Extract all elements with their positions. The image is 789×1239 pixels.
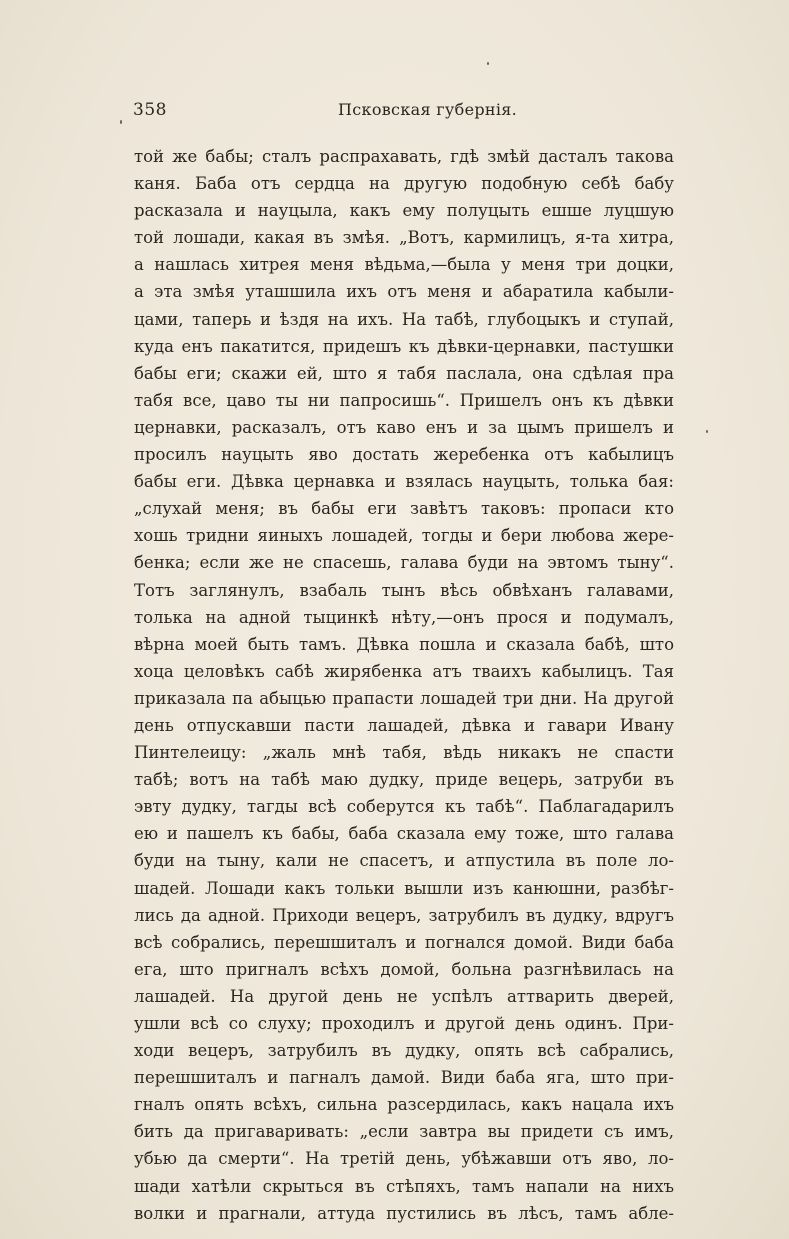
text-line: лись да адной. Приходи вецеръ, затрубилъ въ дудку, вдругъ <box>134 905 674 925</box>
text-line: а эта змѣя уташшила ихъ отъ меня и абаратила кабыли- <box>134 282 674 302</box>
text-line: куда енъ пакатится, придешъ къ дѣвки-цернавки, пастушки <box>134 336 674 356</box>
paper-speck <box>706 430 708 433</box>
text-line: бабы еги; скажи ей, што я табя паслала, она сдѣлая пра <box>134 363 674 383</box>
text-line: толька на адной тыцинкѣ нѣту,—онъ прося и подумалъ, <box>134 607 674 627</box>
text-line: „слухай меня; въ бабы еги завѣтъ таковъ: пропаси кто <box>134 499 674 519</box>
text-line: бенка; если же не спасешь, галава буди на эвтомъ тыну“. <box>134 553 674 573</box>
text-line: Пинтелеицу: „жаль мнѣ табя, вѣдь никакъ не спасти <box>134 743 674 763</box>
text-line: вѣрна моей быть тамъ. Дѣвка пошла и сказала бабѣ, што <box>134 634 674 654</box>
text-line: всѣ собрались, перешшиталъ и погнался домой. Види баба <box>134 932 674 952</box>
paper-speck <box>120 120 122 124</box>
text-line: цернавки, расказалъ, отъ каво енъ и за цымъ пришелъ и <box>134 417 674 437</box>
text-line: ушли всѣ со слуху; проходилъ и другой день одинъ. При- <box>134 1014 674 1033</box>
text-line: той же бабы; сталъ распрахавать, гдѣ змѣй дасталъ такова <box>134 147 674 166</box>
text-line: той лошади, какая въ змѣя. „Вотъ, кармилицъ, я-та хитра, <box>134 228 674 248</box>
text-line: убью да смерти“. На третій день, убѣжавши отъ яво, ло- <box>134 1149 674 1169</box>
text-line: волки и прагнали, аттуда пустились въ лѣсъ, тамъ абле- <box>134 1203 674 1223</box>
text-line: день отпускавши пасти лашадей, дѣвка и гавари Ивану <box>134 715 674 735</box>
text-line: цами, таперь и ѣздя на ихъ. На табѣ, глубоцыкъ и ступай, <box>134 309 674 329</box>
text-line: гналъ опять всѣхъ, сильна разсердилась, какъ нацала ихъ <box>134 1095 674 1115</box>
text-line: хошь тридни яиныхъ лошадей, тогды и бери любова жере- <box>134 526 674 546</box>
text-line: шадей. Лошади какъ тольки вышли изъ канюшни, разбѣг- <box>134 878 674 898</box>
page-number: 358 <box>133 100 167 120</box>
page-header <box>133 100 673 126</box>
text-line: табя все, цаво ты ни папросишь“. Пришелъ онъ къ дѣвки <box>134 390 674 410</box>
text-line: шади хатѣли скрыться въ стѣпяхъ, тамъ напали на нихъ <box>134 1176 674 1196</box>
text-line: каня. Баба отъ сердца на другую подобную себѣ бабу <box>134 174 674 194</box>
text-line: хоца целовѣкъ сабѣ жирябенка атъ тваихъ кабылицъ. Тая <box>134 661 674 681</box>
text-line: бить да пригаваривать: „если завтра вы придети съ имъ, <box>134 1122 674 1142</box>
text-line: буди на тыну, кали не спасетъ, и атпустила въ поле ло- <box>134 851 674 871</box>
text-line: перешшиталъ и пагналъ дамой. Види баба яга, што при- <box>134 1068 674 1088</box>
text-line: ега, што пригналъ всѣхъ домой, больна разгнѣвилась на <box>134 959 674 979</box>
text-line: а нашлась хитрея меня вѣдьма,—была у меня три доцки, <box>134 255 674 275</box>
text-line: ходи вецеръ, затрубилъ въ дудку, опять всѣ сабрались, <box>134 1041 674 1061</box>
text-line: лашадей. На другой день не успѣлъ аттварить дверей, <box>134 986 674 1006</box>
paper-speck <box>487 62 489 65</box>
text-line: приказала па абыцью прапасти лошадей три дни. На другой <box>134 688 674 708</box>
text-line: расказала и науцыла, какъ ему полуцыть ешше луцшую <box>134 201 674 221</box>
text-line: просилъ науцыть яво достать жеребенка отъ кабылицъ <box>134 445 674 465</box>
text-line: бабы еги. Дѣвка цернавка и взялась науцыть, толька бая: <box>134 472 674 492</box>
text-line: ею и пашелъ къ бабы, баба сказала ему тоже, што галава <box>134 824 674 844</box>
running-head: Псковская губернія. <box>338 100 518 119</box>
text-line: табѣ; вотъ на табѣ маю дудку, приде вецерь, затруби въ <box>134 770 674 790</box>
text-line: Тотъ заглянулъ, взабаль тынъ вѣсь обвѣханъ галавами, <box>134 580 674 600</box>
text-line: эвту дудку, тагды всѣ соберутся къ табѣ“. Паблагадарилъ <box>134 797 674 817</box>
body-text <box>134 143 674 1227</box>
